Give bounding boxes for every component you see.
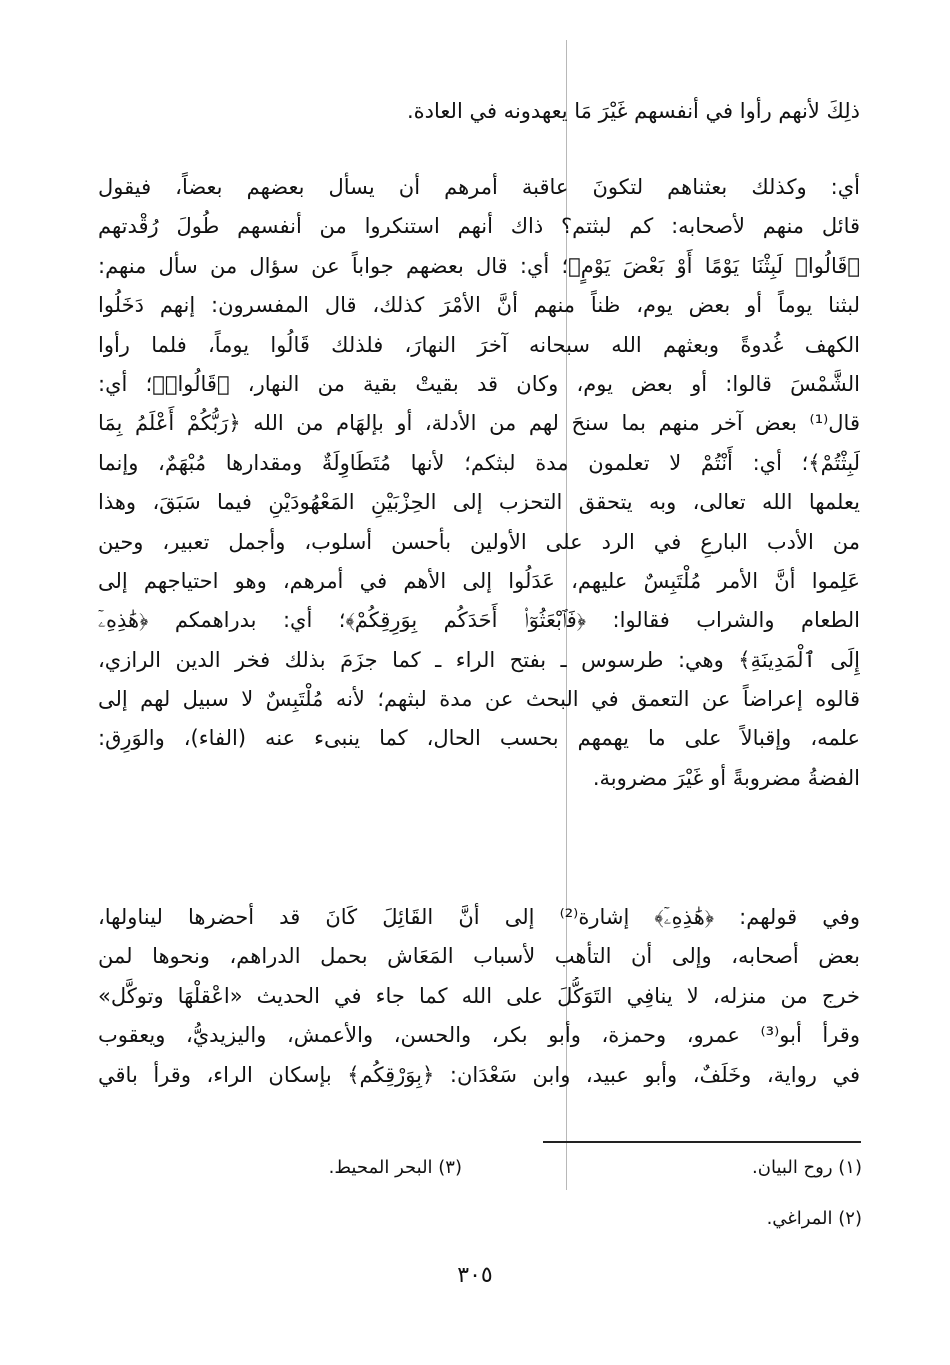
text-line: لبثنا يوماً أو بعض يوم، ظناً منهم أنَّ الأمْرَ كذلك، قال المفسرون: إنهم دَخَلُوا [98, 293, 860, 318]
footnote-3: (٣) البحر المحيط. [328, 1157, 462, 1178]
text-line: الطعام والشراب فقالوا: ﴿فَٱبْعَثُوٓا۟ أَحَدَكُم بِوَرِقِكُمْ﴾؛ أي: بدراهمكم ﴿هَٰذِهِۦٓ [98, 608, 860, 633]
text-line: أي: وكذلك بعثناهم لتكونَ عاقبة أمرهم أن يسأل بعضهم بعضاً، فيقول [98, 175, 860, 199]
text-line: وفي قولهم: ﴿هَٰذِهِۦٓ﴾ إشارة⁽²⁾ إلى أنَّ القَائِلَ كَانَ قد أحضرها ليناولها، [98, 905, 860, 929]
text-line: عَلِموا أنَّ الأمر مُلْتَبِسٌ عليهم، عَدَلُوا إلى الأهم في أمرهم، وهو احتياجهم إلى [98, 568, 860, 593]
text-line: الكهف غُدوةً وبعثهم الله سبحانه آخرَ النهارَ، فلذلك قَالُوا يوماً، فلما رأوا [98, 332, 860, 357]
text-line: خرج من منزله، لا ينافِي التَوَكُّلَ على الله كما جاء في الحديث «اعْقلْهَا وتوكَّل» [98, 983, 860, 1008]
paragraph-1 [98, 92, 860, 131]
text-line: لَبِثْتُمْ﴾؛ أي: أَنْتُمْ لا تعلمون مدة لبثكم؛ لأنها مُتَطَاوِلَةٌ ومقدارها مُبْهَمٌ، وإنما [98, 450, 860, 475]
text-line: قالوه إعراضاً عن التعمق في البحث عن مدة لبثهم؛ لأنه مُلْتَبِسٌ لا سبيل لهم إلى [98, 687, 860, 712]
text-line: قال⁽¹⁾ بعض آخر منهم بما سنحَ لهم من الأدلة، أو بإلهَام من الله ﴿رَبُّكُمْ أَعْلَمُ بِمَا [98, 411, 860, 436]
text-line: الفضةُ مضروبةً أو غَيْرَ مضروبة. [592, 765, 860, 790]
text-line: بعض أصحابه، وإلى أن التأهب لأسباب المَعَاش بحمل الدراهم، ونحوها لمن [98, 944, 860, 969]
text-line: في رواية، وخَلَفٌ، وأبو عبيد، وابن سَعْدَان: ﴿بِوَرْقِكُم﴾ بإسكان الراء، وقرأ باقي [98, 1062, 860, 1087]
paragraph-2 [98, 168, 860, 798]
text-line: ﴿قَالُوا۟ لَبِثْنَا يَوْمًا أَوْ بَعْضَ يَوْمٍ﴾؛ أي: قال بعضهم جواباً عن سؤال من سأل منهم: [98, 253, 860, 278]
footnote-2: (٢) المراغي. [766, 1208, 862, 1229]
text-line: وقرأ أبو⁽³⁾ عمرو، وحمزة، وأبو بكر، والحسن، والأعمش، واليزيديُّ، ويعقوب [98, 1023, 860, 1048]
footnote-separator [543, 1141, 861, 1143]
footnote-1: (١) روح البيان. [752, 1157, 862, 1178]
text-line: من الأدب البارعِ في الرد على الأولين بأحسن أسلوب، وأجمل تعبير، وحين [98, 529, 860, 554]
text-line: ذلِكَ لأنهم رأوا في أنفسهم غَيْرَ مَا يعهدونه في العادة. [407, 99, 860, 123]
text-line: إِلَى ٱلْمَدِينَةِ﴾ وهي: طرسوس ـ بفتح الراء ـ كما جزَمَ بذلك فخر الدين الرازي، [98, 647, 860, 672]
text-line: الشَّمْسَ قالوا: أو بعض يوم، وكان قد بقيتْ بقية من النهار، ﴿قَالُوا۟﴾؛ أي: [98, 371, 860, 396]
text-line: يعلمها الله تعالى، وبه يتحقق التحزب إلى الحِزْبَيْنِ المَعْهُودَيْنِ فيما سَبَقَ، وهذا [98, 490, 860, 515]
text-line: قائل منهم لأصحابه: كم لبثتم؟ ذاك أنهم استنكروا من أنفسهم طُولَ رُقْدتهم [98, 214, 860, 239]
text-line: علمه، وإقبالاً على ما يهمهم بحسب الحال، كما ينبىء عنه (الفاء)، والوَرِق: [98, 726, 860, 751]
page-number: ٣٠٥ [457, 1263, 493, 1288]
paragraph-3 [98, 898, 860, 1095]
